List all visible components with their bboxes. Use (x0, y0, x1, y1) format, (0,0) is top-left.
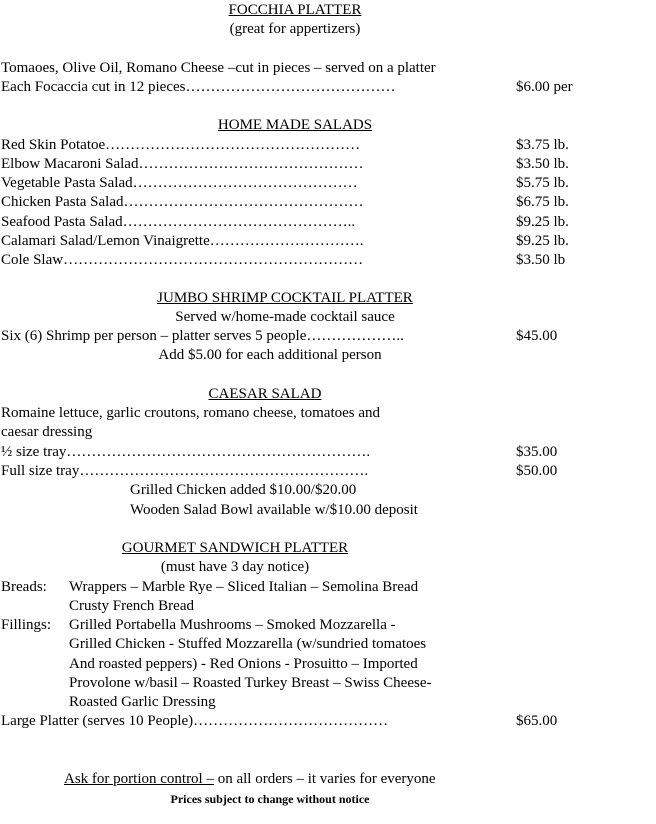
sandwich-platter: Large Platter (serves 10 People)………………………………… (1, 713, 389, 729)
portion-control-rest: on all orders – it varies for everyone (213, 771, 436, 787)
salad-item-name: Cole Slaw…………………………………………………… (1, 252, 364, 268)
caesar-chicken-note: Grilled Chicken added $10.00/$20.00 (130, 482, 357, 498)
salad-item-name: Calamari Salad/Lemon Vinaigrette…………………………. (1, 233, 364, 249)
salad-item-price: $3.50 lb. (516, 156, 569, 172)
caesar-full-price: $50.00 (516, 463, 558, 479)
salads-title: HOME MADE SALADS (217, 117, 373, 133)
shrimp-title: JUMBO SHRIMP COCKTAIL PLATTER (157, 290, 413, 306)
salad-item-name: Chicken Pasta Salad………………………………………… (1, 194, 364, 210)
caesar-half-price: $35.00 (516, 444, 558, 460)
fillings-list-cont: Provolone w/basil – Roasted Turkey Breast – Swiss Cheese- (69, 675, 432, 691)
salad-item-price: $5.75 lb. (516, 175, 569, 191)
shrimp-price: $45.00 (516, 328, 558, 344)
shrimp-subtitle: Served w/home-made cocktail sauce (175, 309, 395, 325)
focaccia-description: Tomaoes, Olive Oil, Romano Cheese –cut in pieces – served on a platter (1, 60, 436, 76)
fillings-list-cont: Grilled Chicken - Stuffed Mozzarella (w/sundried tomatoes (69, 636, 427, 652)
salad-item-name: Red Skin Potatoe…………………………………………… (1, 137, 361, 153)
salad-item-name: Elbow Macaroni Salad……………………………………… (1, 156, 364, 172)
focaccia-title: FOCCHIA PLATTER (228, 2, 362, 18)
focaccia-price: $6.00 per (516, 79, 573, 95)
caesar-description-cont: caesar dressing (1, 424, 93, 440)
breads-label: Breads: (1, 579, 47, 595)
fillings-label: Fillings: (1, 617, 52, 633)
shrimp-item: Six (6) Shrimp per person – platter serves 5 people……………….. (1, 328, 404, 344)
salad-item-price: $3.75 lb. (516, 137, 569, 153)
sandwich-subtitle: (must have 3 day notice) (160, 559, 310, 575)
salad-item-price: $9.25 lb. (516, 233, 569, 249)
salad-item-name: Seafood Pasta Salad……………………………………….. (1, 214, 356, 230)
shrimp-note: Add $5.00 for each additional person (158, 347, 382, 363)
caesar-full-tray: Full size tray…………………………………………………. (1, 463, 369, 479)
caesar-half-tray: ½ size tray……………………………………………………. (1, 444, 371, 460)
salad-item-price: $3.50 lb (516, 252, 566, 268)
portion-control-emphasis: Ask for portion control – (64, 771, 214, 787)
salad-item-price: $9.25 lb. (516, 214, 569, 230)
sandwich-title: GOURMET SANDWICH PLATTER (121, 540, 349, 556)
fillings-list-cont: And roasted peppers) - Red Onions - Prosuitto – Imported (69, 656, 418, 672)
fillings-list: Grilled Portabella Mushrooms – Smoked Mozzarella - (69, 617, 396, 633)
salad-item-name: Vegetable Pasta Salad……………………………………… (1, 175, 358, 191)
caesar-description: Romaine lettuce, garlic croutons, romano cheese, tomatoes and (1, 405, 381, 421)
focaccia-item: Each Focaccia cut in 12 pieces…………………………………… (1, 79, 396, 95)
focaccia-subtitle: (great for appertizers) (229, 21, 361, 37)
fillings-list-cont: Roasted Garlic Dressing (69, 694, 216, 710)
sandwich-platter-price: $65.00 (516, 713, 558, 729)
prices-disclaimer: Prices subject to change without notice (170, 792, 370, 806)
breads-list: Wrappers – Marble Rye – Sliced Italian – Semolina Bread (69, 579, 419, 595)
caesar-bowl-note: Wooden Salad Bowl available w/$10.00 deposit (130, 502, 418, 518)
breads-list-cont: Crusty French Bread (69, 598, 194, 614)
portion-control-note (64, 770, 436, 789)
salad-item-price: $6.75 lb. (516, 194, 569, 210)
caesar-title: CAESAR SALAD (208, 386, 322, 402)
